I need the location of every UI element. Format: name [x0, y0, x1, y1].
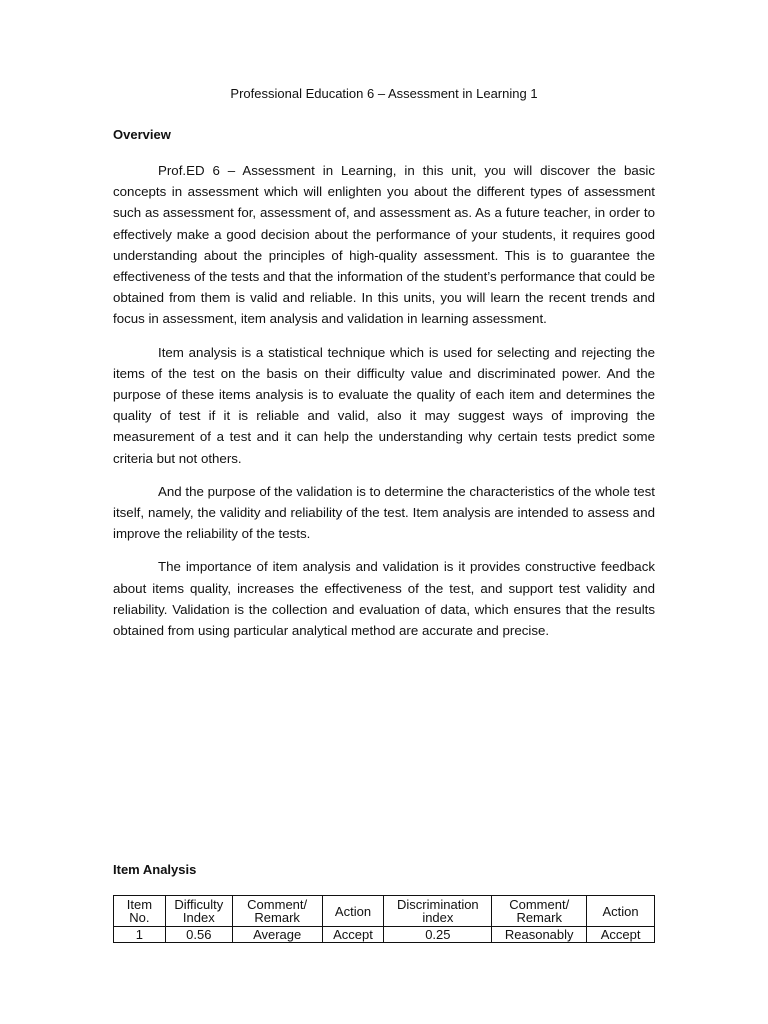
table-cell: Accept	[587, 927, 655, 943]
col-header-action-2: Action	[587, 896, 655, 927]
overview-paragraph-1: Prof.ED 6 – Assessment in Learning, in this unit, you will discover the basic concepts in assessment which will enlighten you about the different types of assessment such as assessment for, assessment of, and assessment as. As a future teacher, in order to effectively make a good decision about the performance of your students, it requires good understanding about the principles of high-quality assessment. This is to guarantee the effectiveness of the tests and that the information of the student’s performance that could be obtained from them is valid and reliable. In this units, you will learn the recent trends and focus in assessment, item analysis and validation in learning assessment.	[113, 163, 655, 327]
overview-paragraph-2: Item analysis is a statistical technique which is used for selecting and rejecting the items of the test on the basis on their difficulty value and discriminated power. And the purpose of these items analysis is to evaluate the quality of each item and determines the quality of test if it is reliable and valid, also it may suggest ways of improving the measurement of a test and it can help the understanding why certain tests predict some criteria but not others.	[113, 344, 655, 466]
col-header-item-no: Item No.	[114, 896, 166, 927]
overview-heading: Overview	[113, 127, 171, 142]
table-cell: Average	[232, 927, 322, 943]
overview-body	[113, 160, 655, 653]
table-cell: Reasonably	[492, 927, 587, 943]
page-header: Professional Education 6 – Assessment in Learning 1	[230, 86, 538, 101]
col-header-difficulty-index: Difficulty Index	[165, 896, 232, 927]
table-cell: 0.25	[384, 927, 492, 943]
col-header-comment-remark: Comment/ Remark	[232, 896, 322, 927]
col-header-comment-remark-2: Comment/ Remark	[492, 896, 587, 927]
table-header-row	[114, 896, 655, 927]
table-cell: Accept	[322, 927, 384, 943]
col-header-discrimination-index: Discrimination index	[384, 896, 492, 927]
table-cell: 1	[114, 927, 166, 943]
item-analysis-table	[113, 895, 655, 943]
overview-paragraph-4: The importance of item analysis and validation is it provides constructive feedback about items quality, increases the effectiveness of the test, and support test validity and reliability. Validation is the collection and evaluation of data, which ensures that the results obtained from using particular analytical method are accurate and precise.	[113, 559, 655, 639]
item-analysis-heading: Item Analysis	[113, 862, 197, 877]
table-cell: 0.56	[165, 927, 232, 943]
overview-paragraph-3: And the purpose of the validation is to determine the characteristics of the whole test itself, namely, the validity and reliability of the test. Item analysis are intended to assess and improve the reliability of the tests.	[113, 483, 655, 542]
table-row	[114, 927, 655, 943]
col-header-action: Action	[322, 896, 384, 927]
